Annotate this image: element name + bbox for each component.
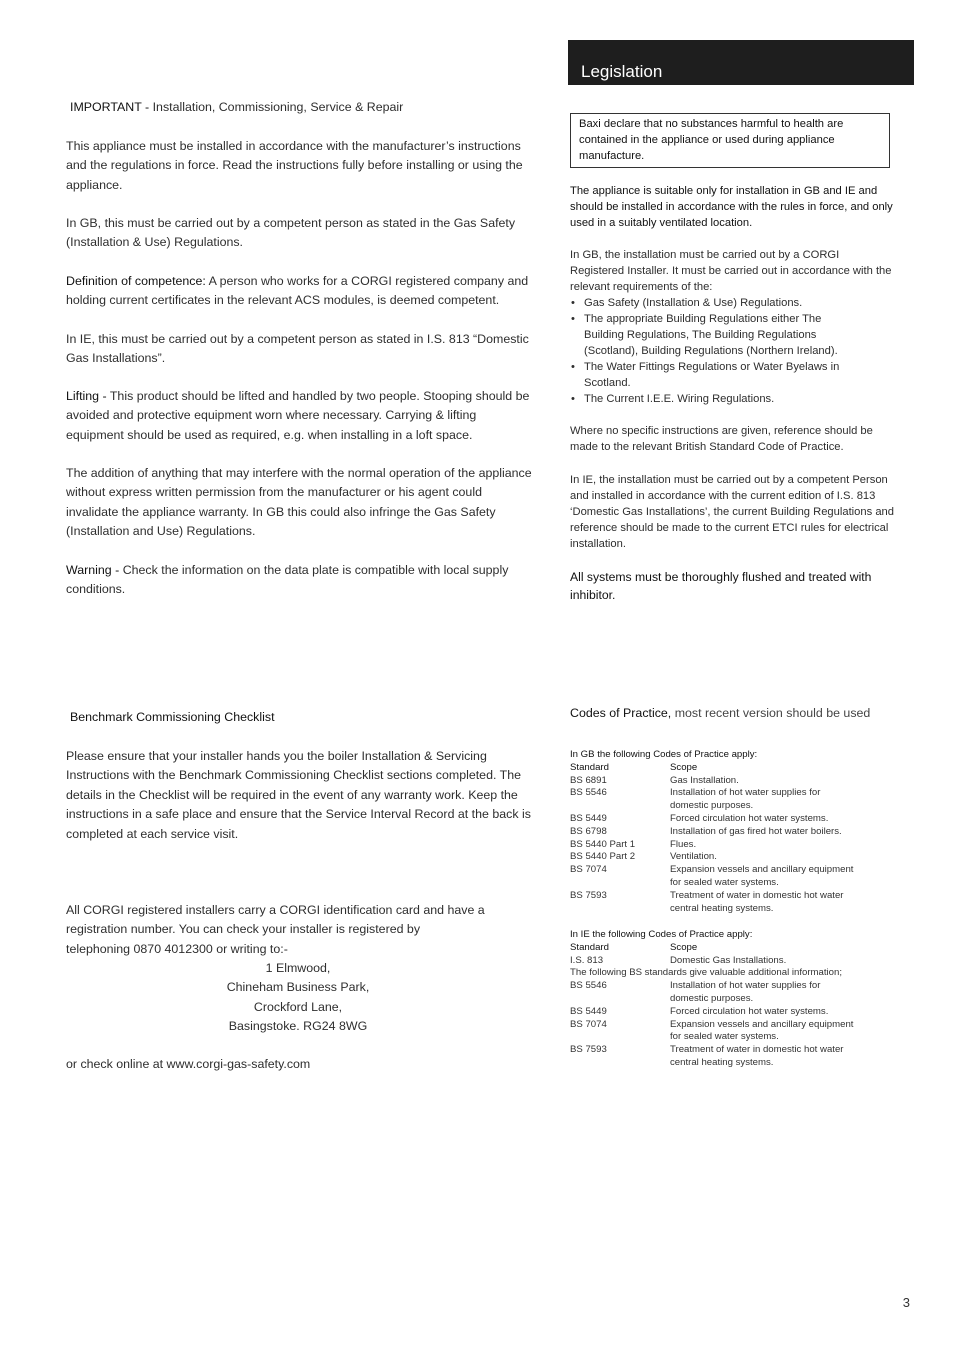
codes-ie-intro: In IE the following Codes of Practice apply: <box>570 929 753 940</box>
codes-title-rest: most recent version should be used <box>671 706 871 720</box>
legislation-title: Legislation <box>581 62 663 81</box>
codes-ie-block <box>570 929 900 1070</box>
gb-requirement-item: • The Water Fittings Regulations or Water Byelaws in Scotland. <box>570 359 895 391</box>
codes-gb-header-row <box>570 762 900 775</box>
scope-cell: Gas Installation. <box>670 774 739 786</box>
codes-title <box>570 704 900 722</box>
warning-text: Check the information on the data plate is compatible with local supply conditions. <box>66 563 509 597</box>
std-cell: BS 6891 <box>570 774 607 786</box>
benchmark-online: or check online at www.corgi-gas-safety.com <box>66 1057 311 1071</box>
codes-ie-header-row <box>570 942 900 955</box>
important-lead: IMPORTANT - <box>70 100 150 114</box>
table-row <box>570 839 900 852</box>
lifting-paragraph <box>66 387 532 445</box>
std-cell: I.S. 813 <box>570 954 604 966</box>
std-cell: BS 7593 <box>570 1044 607 1056</box>
std-cell: BS 7074 <box>570 864 607 876</box>
table-row <box>570 890 900 916</box>
harmful-substances-notice: Baxi declare that no substances harmful to health are contained in the appliance or used during appliance manufacture. <box>570 113 890 168</box>
address-line: Crockford Lane, <box>253 999 343 1014</box>
scope-cell: Forced circulation hot water systems. <box>670 812 829 824</box>
lifting-text: This product should be lifted and handled by two people. Stooping should be avoided and protective equipment worn where necessary. Carrying & lifting equipment should be used as required, e.g. when installing in a loft space. <box>66 389 530 442</box>
codes-gb-intro: In GB the following Codes of Practice apply: <box>570 749 758 760</box>
table-row <box>570 787 900 813</box>
scope-cell: Installation of hot water supplies for domestic purposes. <box>670 787 821 812</box>
ie-installation-paragraph: In IE, the installation must be carried out by a competent Person and installed in accordance with the current edition of I.S. 813 ‘Domestic Gas Installations’, the current Building Regulations and reference should be made to the current ETCI rules for electrical installation. <box>570 474 894 550</box>
scope-cell: Treatment of water in domestic hot water central heating systems. <box>670 889 844 914</box>
gb-requirements-list <box>570 295 895 407</box>
corgi-address <box>180 959 416 1037</box>
gb-requirement-item: • The Current I.E.E. Wiring Regulations. <box>570 391 895 407</box>
gb-requirement-item: • The appropriate Building Regulations either The Building Regulations, The Building Regulations (Scotland), Building Regulations (Northern Ireland). <box>570 311 895 359</box>
lifting-lead: Lifting - <box>66 389 107 403</box>
table-row <box>570 813 900 826</box>
col-scope: Scope <box>670 941 698 953</box>
table-row <box>570 980 900 1006</box>
important-heading <box>70 98 530 117</box>
table-row <box>570 851 900 864</box>
std-cell: BS 5449 <box>570 1005 607 1017</box>
benchmark-p1: Please ensure that your installer hands you the boiler Installation & Servicing Instructions with the Benchmark Commissioning Checklist sections completed. The details in the Checklist will be required in the event of any warranty work. Keep the instructions in a safe place and ensure that the Service Interval Record at the back is completed at each service visit. <box>66 749 531 841</box>
std-cell: BS 5546 <box>570 980 607 992</box>
warning-paragraph <box>66 561 532 600</box>
gb-requirement-item: • Gas Safety (Installation & Use) Regulations. <box>570 295 895 311</box>
col-scope: Scope <box>670 761 698 773</box>
table-row <box>570 775 900 788</box>
std-cell: BS 7593 <box>570 889 607 901</box>
std-cell: BS 7074 <box>570 1018 607 1030</box>
no-specific-instructions: Where no specific instructions are given, reference should be made to the relevant British Standard Code of Practice. <box>570 425 873 453</box>
scope-cell: Installation of gas fired hot water boilers. <box>670 825 842 837</box>
benchmark-p2: All CORGI registered installers carry a CORGI identification card and have a registration number. You can check your installer is registered by telephoning 0870 4012300 or writing to:- <box>66 903 485 956</box>
scope-cell: Forced circulation hot water systems. <box>670 1005 829 1017</box>
codes-ie-bs-note: The following BS standards give valuable additional information; <box>570 967 842 979</box>
competence-lead: Definition of competence: <box>66 274 206 288</box>
competence-text: A person who works for a CORGI registered company and holding current certificates in the relevant ACS modules, is deemed competent. <box>66 274 529 308</box>
suitability-paragraph: The appliance is suitable only for installation in GB and IE and should be installed in accordance with the rules in force, and only used in a suitably ventilated location. <box>570 185 893 229</box>
gb-installation-block <box>570 247 895 407</box>
important-p4: In IE, this must be carried out by a competent person as stated in I.S. 813 “Domestic Gas Installations”. <box>66 332 529 366</box>
std-cell: BS 5440 Part 2 <box>570 851 636 863</box>
scope-cell: Expansion vessels and ancillary equipment for sealed water systems. <box>670 1018 854 1043</box>
flushed-paragraph: All systems must be thoroughly flushed and treated with inhibitor. <box>570 570 872 602</box>
competence-paragraph <box>66 272 532 311</box>
table-row <box>570 1044 900 1070</box>
std-cell: BS 5546 <box>570 787 607 799</box>
codes-title-lead: Codes of Practice, <box>570 706 672 720</box>
warning-lead: Warning - <box>66 563 120 577</box>
codes-gb-block <box>570 749 900 915</box>
col-standard: Standard <box>570 761 609 773</box>
table-row <box>570 1019 900 1045</box>
legislation-header-bar <box>568 40 914 85</box>
scope-cell: Installation of hot water supplies for domestic purposes. <box>670 980 821 1004</box>
table-row <box>570 826 900 839</box>
col-standard: Standard <box>570 941 609 953</box>
scope-cell: Expansion vessels and ancillary equipment for sealed water systems. <box>670 864 854 888</box>
important-heading-rest: Installation, Commissioning, Service & Repair <box>149 100 404 114</box>
std-cell: BS 5449 <box>570 812 607 824</box>
scope-cell: Domestic Gas Installations. <box>670 954 787 966</box>
address-line: 1 Elmwood, <box>265 961 331 975</box>
benchmark-title: Benchmark Commissioning Checklist <box>70 710 275 724</box>
scope-cell: Treatment of water in domestic hot water central heating systems. <box>670 1044 844 1068</box>
scope-cell: Flues. <box>670 838 697 850</box>
page-number: 3 <box>902 1295 910 1310</box>
important-p6: The addition of anything that may interfere with the normal operation of the appliance without express written permission from the manufacturer or his agent could invalidate the appliance warranty. In GB this could also infringe the Gas Safety (Installation and Use) Regulations. <box>66 466 532 539</box>
address-line: Chineham Business Park, <box>226 980 370 995</box>
gb-installation-intro: In GB, the installation must be carried out by a CORGI Registered Installer. It must be carried out in accordance with the relevant requirements of the: <box>570 249 892 293</box>
address-line: Basingstoke. RG24 8WG <box>228 1019 368 1034</box>
std-cell: BS 6798 <box>570 825 607 837</box>
std-cell: BS 5440 Part 1 <box>570 838 636 850</box>
scope-cell: Ventilation. <box>670 851 717 863</box>
table-row <box>570 864 900 890</box>
important-p1: This appliance must be installed in accordance with the manufacturer’s instructions and the regulations in force. Read the instructions fully before installing or using the appliance. <box>66 139 523 192</box>
table-row <box>570 955 900 968</box>
table-row <box>570 1006 900 1019</box>
important-p2: In GB, this must be carried out by a competent person as stated in the Gas Safety (Installation & Use) Regulations. <box>66 216 516 250</box>
